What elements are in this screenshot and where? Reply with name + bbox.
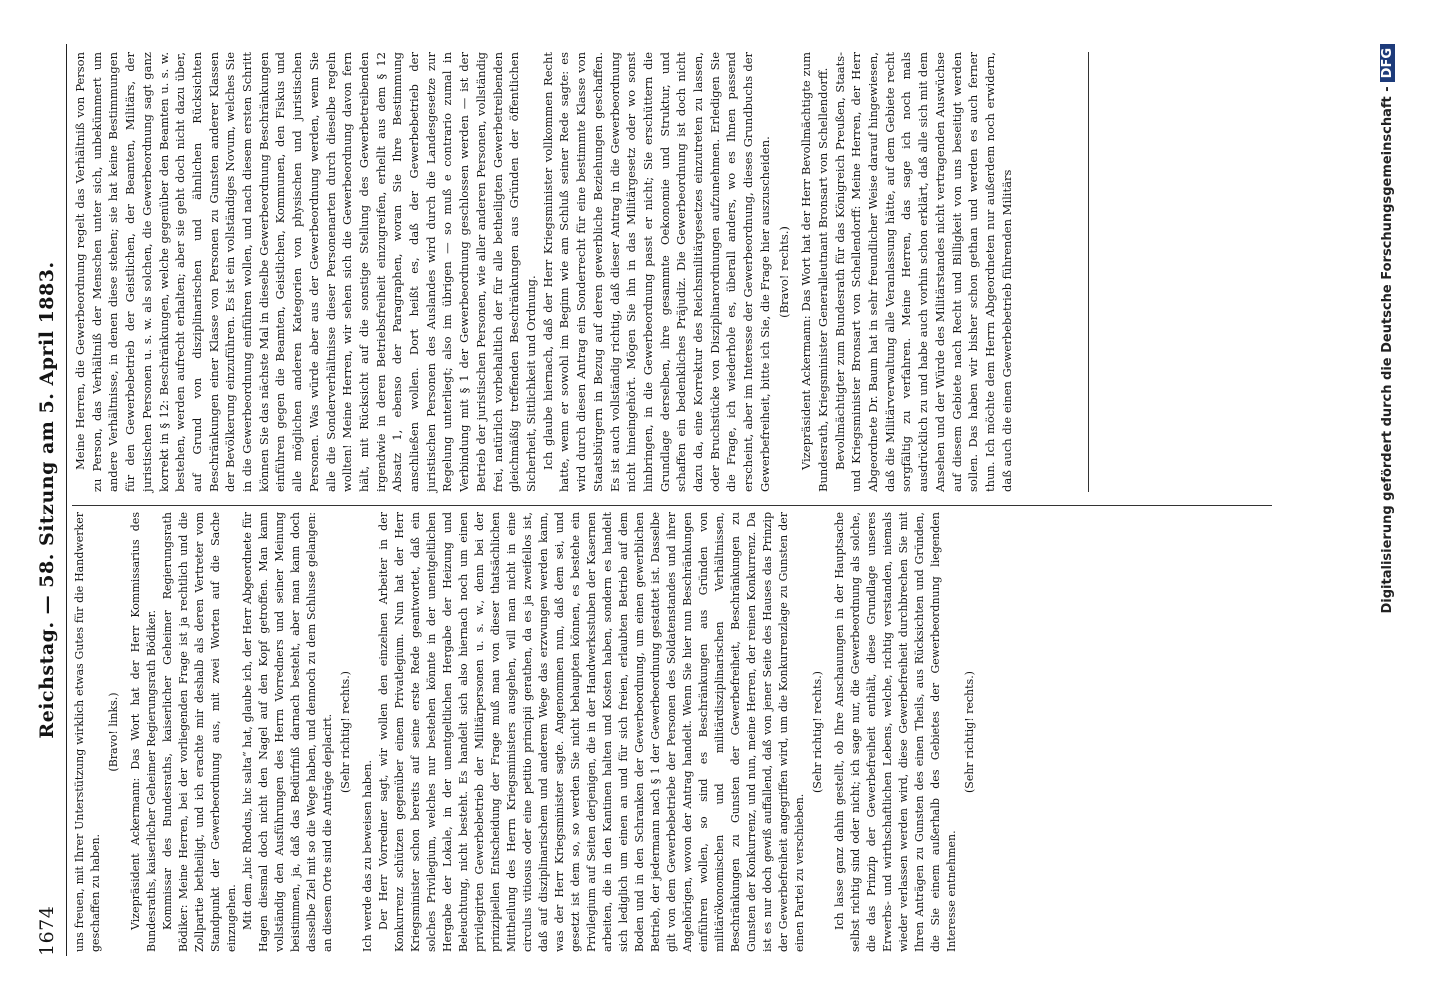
- stamp-text: Digitalisierung gefördert durch die Deutsche Forschungsgemeinschaft -: [1380, 86, 1395, 614]
- page-number: 1674: [36, 905, 58, 956]
- page-header: [32, 44, 66, 956]
- left-column: [72, 512, 996, 952]
- paragraph: Meine Herren, die Gewerbeordnung regelt das Verhältniß von Person zu Person, das Verhältniß der Menschen unter sich, unbekümmert um andere Verhältnisse, in denen diese stehen; sie hat keine Bestimmungen für den Gewerbebetrieb der Geistlichen, der Beamten, Militärs, der juristischen Personen u. s. w. als solchen, die Gewerbeordnung sagt ganz korrekt in § 12: Beschränkungen, welche gegenüber den Beamten u. s. w. bestehen, werden aufrecht erhalten; aber sie geht doch nicht dazu über, auf Grund von disziplinarischen und ähnlichen Rücksichten Beschränkungen einer Klasse von Personen zu Gunsten anderer Klassen der Bevölkerung einzuführen. Es ist ein vollständiges Novum, welches Sie in die Gewerbeordnung einführen wollen, und nach diesem ersten Schritt können Sie das nächste Mal in dieselbe Gewerbeordnung Beschränkungen einführen gegen die Beamten, Geistlichen, Kommunen, den Fiskus und alle möglichen anderen Kategorien von physischen und juristischen Personen. Was würde aber aus der Gewerbeordnung werden, wenn Sie alle die Sonderverhältnisse dieser Personenarten durch dieselbe regeln wollten! Meine Herren, wir sehen sich die Gewerbeordnung davon fern hält, mit Rücksicht auf die sonstige Stellung des Gewerbetreibenden irgendwie in deren Betriebsfreiheit einzugreifen, erhellt aus dem § 12 Absatz 1, ebenso der Paragraphen, woran Sie Ihre Bestimmung anschließen wollen. Dort heißt es, daß der Gewerbebetrieb der juristischen Personen des Auslandes wird durch die Landesgesetze zur Regelung unterliegt; also im übrigen — so muß e contrario zumal in Verbindung mit § 1 der Gewerbeordnung geschlossen werden — ist der Betrieb der juristischen Personen, wie aller anderen Personen, vollständig frei, natürlich vorbehaltlich der für alle betheiligten Gewerbetreibenden gleichmäßig treffenden Beschränkungen aus Gründen der öffentlichen Sicherheit, Sittlichkeit und Ordnung.: [73, 52, 538, 492]
- paragraph: Ich werde das zu beweisen haben.: [361, 760, 374, 952]
- paragraph: Bevollmächtigter zum Bundesrath für das Königreich Preußen, Staats- und Kriegsminister Bronsart von Schellendorff: Meine Herren, der Herr Abgeordnete Dr. Baum hat in sehr freundlicher Weise darauf hingewiesen, daß die Militärverwaltung alle Veranlassung hätte, auf dem Gebiete recht sorgfältig zu verfahren. Meine Herren, das sage ich noch mals ausdrücklich zu und habe auch vorhin schon erklärt, daß alle sich mit dem Ansehen und der Würde des Militärstandes nicht vertragenden Auswüchse auf diesem Gebiete nach Recht und Billigkeit von uns beseitigt werden sollen. Das haben wir bisher schon gethan und werden es auch ferner thun. Ich möchte dem Herrn Abgeordneten nur außerdem noch erwidern, daß auch die einen Gewerbebetrieb führenden Militärs: [832, 52, 1014, 492]
- paragraph: Vizepräsident Ackermann: Das Wort hat der Herr Kommissarius des Bundesraths, kaiserlicher Geheimer Regierungsrath Bödiker.: [129, 512, 158, 952]
- interjection: (Sehr richtig! rechts.): [811, 671, 824, 793]
- section-rule: [1088, 52, 1089, 492]
- paragraph: Ich glaube hiernach, daß der Herr Kriegsminister vollkommen Recht hatte, wenn er sowohl im Beginn wie am Schluß seiner Rede sagte: es wird durch diesen Antrag ein Sonderrecht für eine bestimmte Klasse von Staatsbürgern in Bezug auf deren gewerbliche Beziehungen geschaffen. Es ist auch vollständig richtig, daß dieser Antrag in die Gewerbeordnung nicht hineingehört. Mögen Sie ihn in das Militärgesetz oder wo sonst hinbringen, in die Gewerbeordnung passt er nicht; Sie erschüttern die Grundlage derselben, ihre gesammte Oekonomie und Struktur, und schaffen ein bedenkliches Präjudiz. Die Gewerbeordnung ist doch nicht dazu da, eine Korrektur des Reichsmilitärgesetzes einzutreten zu lassen, oder Bruchstücke von Disziplinarordnungen aufzunehmen. Erledigen Sie die Frage, ich wiederhole es, überall anders, wo es Ihnen passend erscheint, aber im Interesse der Gewerbeordnung, dieses Grundbuchs der Gewerbefreiheit, bitte ich Sie, die Frage hier auszuscheiden.: [540, 52, 772, 492]
- paragraph: Kommissar des Bundesraths, kaiserlicher Geheimer Regierungsrath Bödiker: Meine Herren, bei der vorliegenden Frage ist ja rechtlich und die Zollpartie betheiligt, und ich erachte mir deshalb als deren Vertreter vom Standpunkt der Gewerbeordnung aus, mit zwei Worten auf die Sache einzugehen.: [161, 512, 238, 952]
- right-column: [72, 52, 1082, 492]
- interjection: (Bravo! links.): [107, 692, 120, 772]
- dfg-stamp: [1380, 44, 1395, 956]
- paragraph: Der Herr Vorredner sagt, wir wollen den einzelnen Arbeiter in der Konkurrenz schützen gegenüber einem Privatlegium. Nun hat der Herr Kriegsminister schon bereits auf seine erste Rede geantwortet, daß ein solches Privilegium, welches nur bestehen könnte in der unentgeltlichen Hergabe der Lokale, in der unentgeltlichen Hergabe der Heizung und Beleuchtung, nicht besteht. Es handelt sich also hiernach noch um einen privilegirten Gewerbebetrieb der Militärpersonen u. s. w., denn bei der prinzipiellen Entscheidung der Frage muß man von dieser thatsächlichen Mittheilung des Herrn Kriegsministers ausgehen, will man nicht in eine circulus vitiosus oder eine petitio principii gerathen, da es ja zweifellos ist, daß auf disziplinarischem und anderem Wege das erzwungen werden kann, was der Herr Kriegsminister sagte. Angenommen nun, daß dem sei, und gesetzt ist dem so, so werden Sie nicht behaupten können, es bestehe ein Privilegium auf Seiten derjenigen, die in der Handwerksstuben der Kasernen arbeiten, die in den Kantinen halten und Kosten haben, sondern es handelt sich lediglich um einen an und für sich freien, erlaubten Betrieb auf dem Boden und in den Schranken der Gewerbeordnung, um einen gewerblichen Betrieb, der jedermann nach § 1 der Gewerbeordnung gestattet ist. Dasselbe gilt von dem Gewerbebetriebe der Personen des Soldatenstandes und ihrer Angehörigen, wovon der Antrag handelt. Wenn Sie hier nun Beschränkungen einführen wollen, so sind es Beschränkungen aus Gründen von militärökonomischen und militärdisziplinarischen Verhältnissen, Beschränkungen zu Gunsten der Gewerbefreiheit, Beschränkungen zu Gunsten der Konkurrenz, und nun, meine Herren, der reinen Konkurrenz. Da ist es nur doch gewiß auffallend, daß von jener Seite des Hauses das Prinzip der Gewerbefreiheit angegriffen wird, um die Konkurrenzlage zu Gunsten der einen Partei zu verschieben.: [377, 512, 806, 952]
- page-title: Reichstag. — 58. Sitzung am 5. April 1883.: [36, 261, 58, 739]
- column-divider: [72, 505, 1272, 506]
- dfg-logo: DFG: [1380, 44, 1395, 82]
- paragraph: Vizepräsident Ackermann: Das Wort hat der Herr Bevollmächtigte zum Bundesrath, Kriegsminister Generalleutnant Bronsart von Schellendorff.: [799, 52, 830, 492]
- interjection: (Bravo! rechts.): [776, 226, 791, 318]
- paragraph: uns freuen, mit Ihrer Unterstützung wirklich etwas Gutes für die Handwerker geschaffen zu haben.: [73, 512, 102, 952]
- paragraph: Mit dem „hic Rhodus, hic salta“ hat, glaube ich, der Herr Abgeordnete für Hagen diesmal doch nicht den Nagel auf den Kopf getroffen. Man kann vollständig den Ausführungen des Herrn Vorredners und seiner Meinung beistimmen, ja, daß das Bedürfniß darnach besteht, aber man kann doch dasselbe Ziel mit so die Wege haben, und dennoch zu dem Schlusse gelangen: an diesem Orte sind die Anträge deplacirt.: [241, 512, 334, 952]
- paragraph: Ich lasse ganz dahin gestellt, ob Ihre Anschauungen in der Hauptsache selbst richtig sind oder nicht; ich sage nur, die Gewerbeordnung als solche, die das Prinzip der Gewerbefreiheit enthält, diese Grundlage unseres Erwerbs- und wirthschaftlichen Lebens, welche, richtig verstanden, niemals wieder verlassen werden wird, diese Gewerbefreiheit durchbrechen Sie mit Ihren Anträgen zu Gunsten des einen Theils, aus Rücksichten und Gründen, die Sie einem außerhalb des Gebietes der Gewerbeordnung liegenden Interesse entnehmen.: [833, 512, 958, 952]
- interjection: (Sehr richtig! rechts.): [339, 671, 352, 793]
- interjection: (Sehr richtig! rechts.): [963, 671, 976, 793]
- header-rule: [66, 44, 67, 956]
